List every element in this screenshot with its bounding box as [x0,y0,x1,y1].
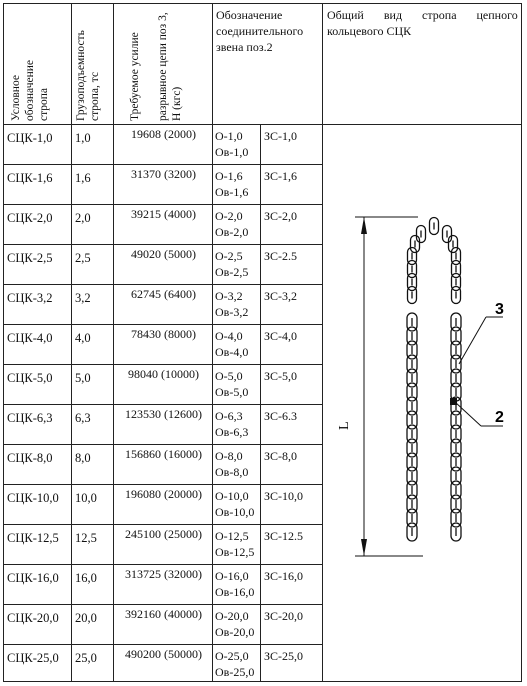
cell-link-ov: Ов-2,0 [215,225,249,239]
cell-capacity: 6,3 [75,411,91,425]
connecting-link-mark [450,398,457,405]
cell-link-o: О-25,0 [215,649,249,663]
row-divider [4,604,322,605]
arrow-top [361,217,367,234]
cell-capacity: 3,2 [75,291,91,305]
row-divider [4,444,322,445]
cell-link-ov: Ов-20,0 [215,625,255,639]
arrow-bottom [361,539,367,556]
cell-force: 156860 (16000) [125,447,202,461]
cell-link-z: ЗС-10,0 [264,489,304,503]
header-code: Условное обозначение стропа [10,60,50,121]
cell-force: 19608 (2000) [131,127,196,141]
cell-link-ov: Ов-5,0 [215,385,249,399]
cell-force: 196080 (20000) [125,487,202,501]
cell-capacity: 5,0 [75,371,91,385]
row-divider [4,564,322,565]
callout-chain-label: 3 [495,301,504,318]
cell-link-z: ЗС-8,0 [264,449,298,463]
cell-code: СЦК-25,0 [7,651,59,665]
header-divider [4,124,521,125]
header-figure [327,7,517,39]
sling-spec-table [3,3,522,682]
cell-force: 39215 (4000) [131,207,196,221]
cell-link-o: О-4,0 [215,329,243,343]
cell-capacity: 10,0 [75,491,97,505]
cell-link-z: ЗС-4,0 [264,329,298,343]
cell-code: СЦК-5,0 [7,371,53,385]
cell-link-o: О-12,5 [215,529,249,543]
cell-force: 31370 (3200) [131,167,196,181]
cell-link-o: О-8,0 [215,449,243,463]
cell-link-z: ЗС-2,0 [264,209,298,223]
cell-link-z: ЗС-6.3 [264,409,298,423]
cell-link-ov: Ов-25,0 [215,665,255,679]
cell-link-o: О-5,0 [215,369,243,383]
callout-leader-3 [459,317,486,364]
column-divider-sub [260,124,261,681]
row-divider [4,164,322,165]
cell-link-o: О-2,5 [215,249,243,263]
chain-graphic [407,218,461,542]
header-link-line2: соединительного [216,24,304,38]
cell-capacity: 2,0 [75,211,91,225]
cell-force: 78430 (8000) [131,327,196,341]
header-force-line2: разрывное цепи поз 3, Н (кгс) [157,12,183,121]
row-divider [4,364,322,365]
row-divider [4,244,322,245]
cell-link-z: ЗС-20,0 [264,609,304,623]
cell-link-z: ЗС-25,0 [264,649,304,663]
row-divider [4,204,322,205]
column-divider [71,4,72,681]
cell-capacity: 12,5 [75,531,97,545]
row-divider [4,644,322,645]
cell-link-ov: Ов-10,0 [215,505,255,519]
row-divider [4,484,322,485]
callout-link-label: 2 [495,409,504,426]
cell-code: СЦК-3,2 [7,291,53,305]
cell-code: СЦК-8,0 [7,451,53,465]
chain-sling-drawing [323,204,522,564]
column-divider [212,4,213,681]
row-divider [4,284,322,285]
cell-link-o: О-1,6 [215,169,243,183]
cell-capacity: 2,5 [75,251,91,265]
cell-link-ov: Ов-2,5 [215,265,249,279]
cell-link-z: ЗС-1,6 [264,169,298,183]
cell-force: 313725 (32000) [125,567,202,581]
header-link-line3: звена поз.2 [216,40,273,54]
cell-code: СЦК-16,0 [7,571,59,585]
cell-link-z: ЗС-16,0 [264,569,304,583]
cell-link-z: ЗС-2.5 [264,249,298,263]
cell-link-ov: Ов-12,5 [215,545,255,559]
cell-capacity: 25,0 [75,651,97,665]
header-figure-line1: Общий вид стропа цепного [327,8,518,22]
cell-capacity: 4,0 [75,331,91,345]
row-divider [4,524,322,525]
header-force [114,11,184,121]
cell-link-o: О-6,3 [215,409,243,423]
cell-link-ov: Ов-6,3 [215,425,249,439]
row-divider [4,324,322,325]
row-divider [4,404,322,405]
cell-link-o: О-16,0 [215,569,249,583]
cell-code: СЦК-2,0 [7,211,53,225]
cell-link-ov: Ов-1,6 [215,185,249,199]
cell-code: СЦК-6,3 [7,411,53,425]
cell-link-ov: Ов-1,0 [215,145,249,159]
cell-capacity: 20,0 [75,611,97,625]
cell-link-ov: Ов-16,0 [215,585,255,599]
cell-code: СЦК-2,5 [7,251,53,265]
cell-capacity: 1,0 [75,131,91,145]
cell-link-z: ЗС-5,0 [264,369,298,383]
cell-force: 123530 (12600) [125,407,202,421]
cell-force: 245100 (25000) [125,527,202,541]
cell-force: 98040 (10000) [128,367,199,381]
cell-link-o: О-10,0 [215,489,249,503]
cell-link-z: ЗС-12.5 [264,529,304,543]
cell-link-ov: Ов-8,0 [215,465,249,479]
cell-link-z: ЗС-1,0 [264,129,298,143]
header-force-line1: Требуемое усилие [129,32,141,121]
cell-link-z: ЗС-3,2 [264,289,298,303]
cell-capacity: 16,0 [75,571,97,585]
header-link-line1: Обозначение [216,8,283,22]
dimension-label: L [337,421,352,430]
cell-code: СЦК-4,0 [7,331,53,345]
cell-link-ov: Ов-4,0 [215,345,249,359]
cell-code: СЦК-10,0 [7,491,59,505]
cell-force: 392160 (40000) [125,607,202,621]
cell-force: 490200 (50000) [125,647,202,661]
cell-link-o: О-1,0 [215,129,243,143]
cell-link-o: О-3,2 [215,289,243,303]
header-link [216,7,320,55]
header-figure-line2: кольцевого СЦК [327,24,412,38]
cell-link-o: О-20,0 [215,609,249,623]
cell-code: СЦК-1,6 [7,171,53,185]
cell-code: СЦК-1,0 [7,131,53,145]
cell-capacity: 1,6 [75,171,91,185]
cell-link-o: О-2,0 [215,209,243,223]
cell-link-ov: Ов-3,2 [215,305,249,319]
cell-force: 62745 (6400) [131,287,196,301]
header-capacity: Грузоподъемность стропа, тс [75,30,101,121]
cell-force: 49020 (5000) [131,247,196,261]
cell-code: СЦК-20,0 [7,611,59,625]
cell-code: СЦК-12,5 [7,531,59,545]
cell-capacity: 8,0 [75,451,91,465]
